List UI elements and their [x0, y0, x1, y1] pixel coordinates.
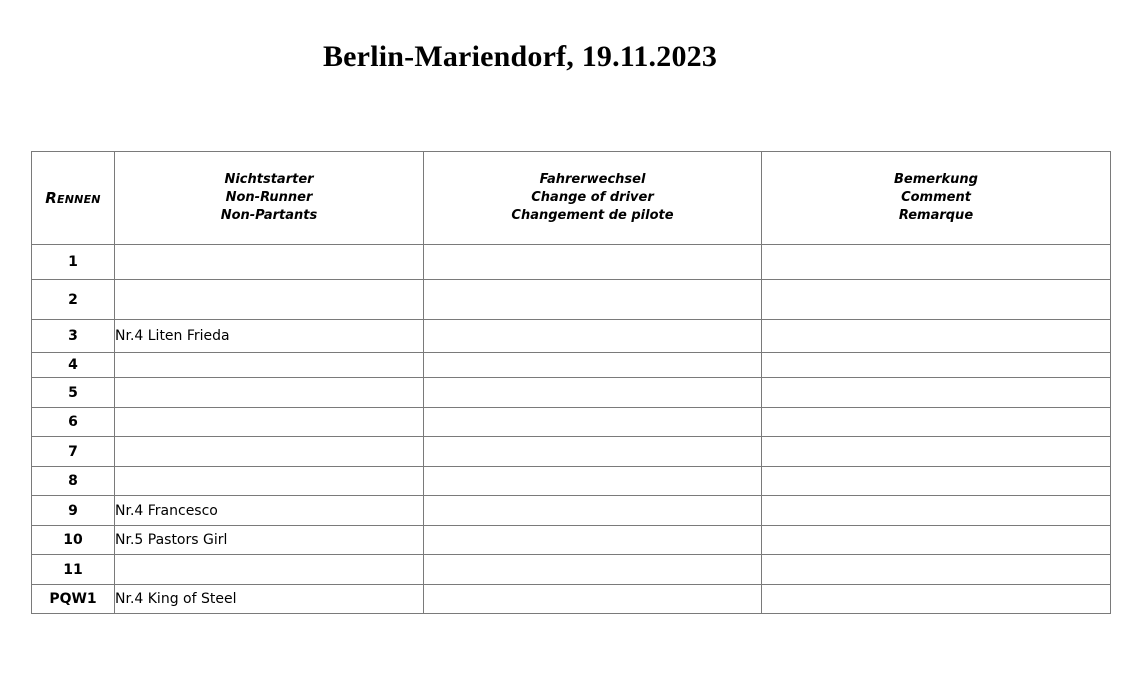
driver-change-header-en: Change of driver [531, 190, 654, 205]
table-row [32, 585, 1111, 614]
nonrunner-header-fr: Non-Partants [220, 208, 318, 223]
nonrunner-cell: Nr.4 Francesco [115, 496, 424, 526]
nonrunner-cell [115, 408, 424, 437]
nonrunner-cell: Nr.4 King of Steel [115, 585, 424, 614]
table-row [32, 467, 1111, 496]
race-number: 1 [32, 245, 115, 280]
driver-change-cell [424, 378, 762, 408]
comment-cell [762, 280, 1111, 320]
driver-change-cell [424, 496, 762, 526]
driver-change-cell [424, 555, 762, 585]
race-number: 11 [32, 555, 115, 585]
comment-column-header [762, 152, 1111, 245]
nonrunner-table [31, 151, 1111, 614]
comment-header-fr: Remarque [898, 208, 974, 223]
driver-change-cell [424, 585, 762, 614]
nonrunner-cell: Nr.4 Liten Frieda [115, 320, 424, 353]
driver-change-header-de: Fahrerwechsel [539, 172, 646, 187]
driver-change-cell [424, 280, 762, 320]
comment-cell [762, 555, 1111, 585]
table-row [32, 496, 1111, 526]
table-row [32, 378, 1111, 408]
comment-header-de: Bemerkung [894, 172, 978, 187]
race-number: 5 [32, 378, 115, 408]
race-number: 10 [32, 526, 115, 555]
nonrunner-cell [115, 378, 424, 408]
table-row [32, 245, 1111, 280]
nonrunner-cell [115, 555, 424, 585]
driver-change-cell [424, 467, 762, 496]
driver-change-header-fr: Changement de pilote [511, 208, 674, 223]
table-row [32, 280, 1111, 320]
race-number: 4 [32, 353, 115, 378]
race-number: PQW1 [32, 585, 115, 614]
comment-cell [762, 467, 1111, 496]
race-number: 3 [32, 320, 115, 353]
nonrunner-cell [115, 437, 424, 467]
comment-cell [762, 378, 1111, 408]
comment-cell [762, 408, 1111, 437]
nonrunner-header-en: Non-Runner [225, 190, 313, 205]
table-row [32, 320, 1111, 353]
table-row [32, 353, 1111, 378]
table-row [32, 437, 1111, 467]
race-header-label: Rennen [45, 189, 101, 207]
comment-cell [762, 585, 1111, 614]
comment-cell [762, 437, 1111, 467]
race-number: 2 [32, 280, 115, 320]
nonrunner-cell [115, 280, 424, 320]
race-number: 9 [32, 496, 115, 526]
comment-cell [762, 353, 1111, 378]
driver-change-cell [424, 320, 762, 353]
comment-header-en: Comment [901, 190, 971, 205]
comment-cell [762, 320, 1111, 353]
driver-change-cell [424, 245, 762, 280]
nonrunner-cell [115, 353, 424, 378]
comment-cell [762, 496, 1111, 526]
driver-change-cell [424, 353, 762, 378]
driver-change-cell [424, 526, 762, 555]
table-row [32, 526, 1111, 555]
nonrunner-column-header [115, 152, 424, 245]
comment-cell [762, 245, 1111, 280]
nonrunner-cell: Nr.5 Pastors Girl [115, 526, 424, 555]
driver-change-cell [424, 408, 762, 437]
nonrunner-header-de: Nichtstarter [224, 172, 314, 187]
race-number: 6 [32, 408, 115, 437]
table-header-row [32, 152, 1111, 245]
comment-cell [762, 526, 1111, 555]
driver-change-column-header [424, 152, 762, 245]
driver-change-cell [424, 437, 762, 467]
table-row [32, 408, 1111, 437]
race-number: 8 [32, 467, 115, 496]
nonrunner-cell [115, 467, 424, 496]
table-row [32, 555, 1111, 585]
nonrunner-cell [115, 245, 424, 280]
race-number: 7 [32, 437, 115, 467]
page-title: Berlin-Mariendorf, 19.11.2023 [322, 40, 718, 73]
race-column-header [32, 152, 115, 245]
